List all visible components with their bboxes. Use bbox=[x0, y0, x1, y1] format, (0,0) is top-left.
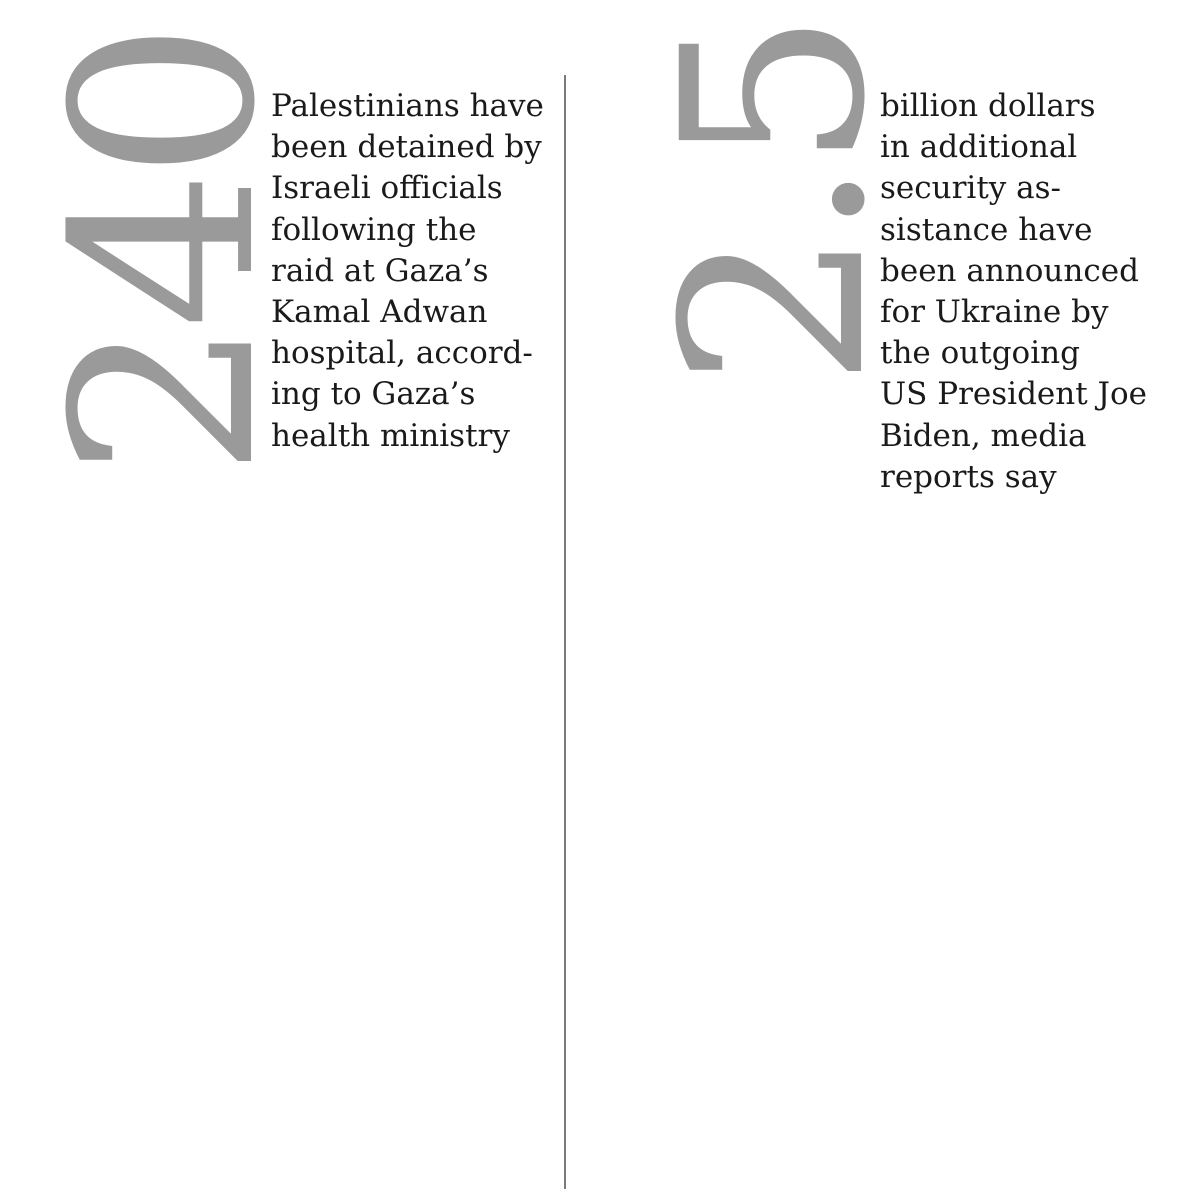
caption-line: sistance have bbox=[880, 211, 1093, 248]
caption-line: Biden, media bbox=[880, 417, 1087, 454]
stat-number: 2.5 bbox=[629, 20, 920, 388]
caption-line: been detained by bbox=[271, 129, 542, 166]
caption-line: raid at Gaza’s bbox=[271, 252, 489, 289]
caption-line: hospital, accord- bbox=[271, 335, 533, 372]
caption-line: Kamal Adwan bbox=[271, 294, 488, 331]
caption-line: been announced bbox=[880, 252, 1139, 289]
caption-line: for Ukraine by bbox=[880, 294, 1109, 331]
caption-line: health ministry bbox=[271, 417, 510, 454]
caption-line: reports say bbox=[880, 458, 1057, 495]
caption-line: following the bbox=[271, 211, 477, 248]
caption-line: security as- bbox=[880, 170, 1062, 207]
caption-line: Palestinians have bbox=[271, 88, 544, 124]
caption-line: billion dollars bbox=[880, 88, 1096, 124]
stat-caption bbox=[271, 86, 544, 457]
caption-line: US President Joe bbox=[880, 376, 1147, 413]
caption-line: Israeli officials bbox=[271, 170, 503, 207]
column-divider bbox=[564, 75, 566, 1189]
stat-number: 240 bbox=[19, 30, 310, 478]
caption-line: the outgoing bbox=[880, 335, 1080, 372]
caption-line: in additional bbox=[880, 129, 1078, 166]
caption-line: ing to Gaza’s bbox=[271, 376, 476, 413]
stat-caption bbox=[880, 86, 1147, 498]
